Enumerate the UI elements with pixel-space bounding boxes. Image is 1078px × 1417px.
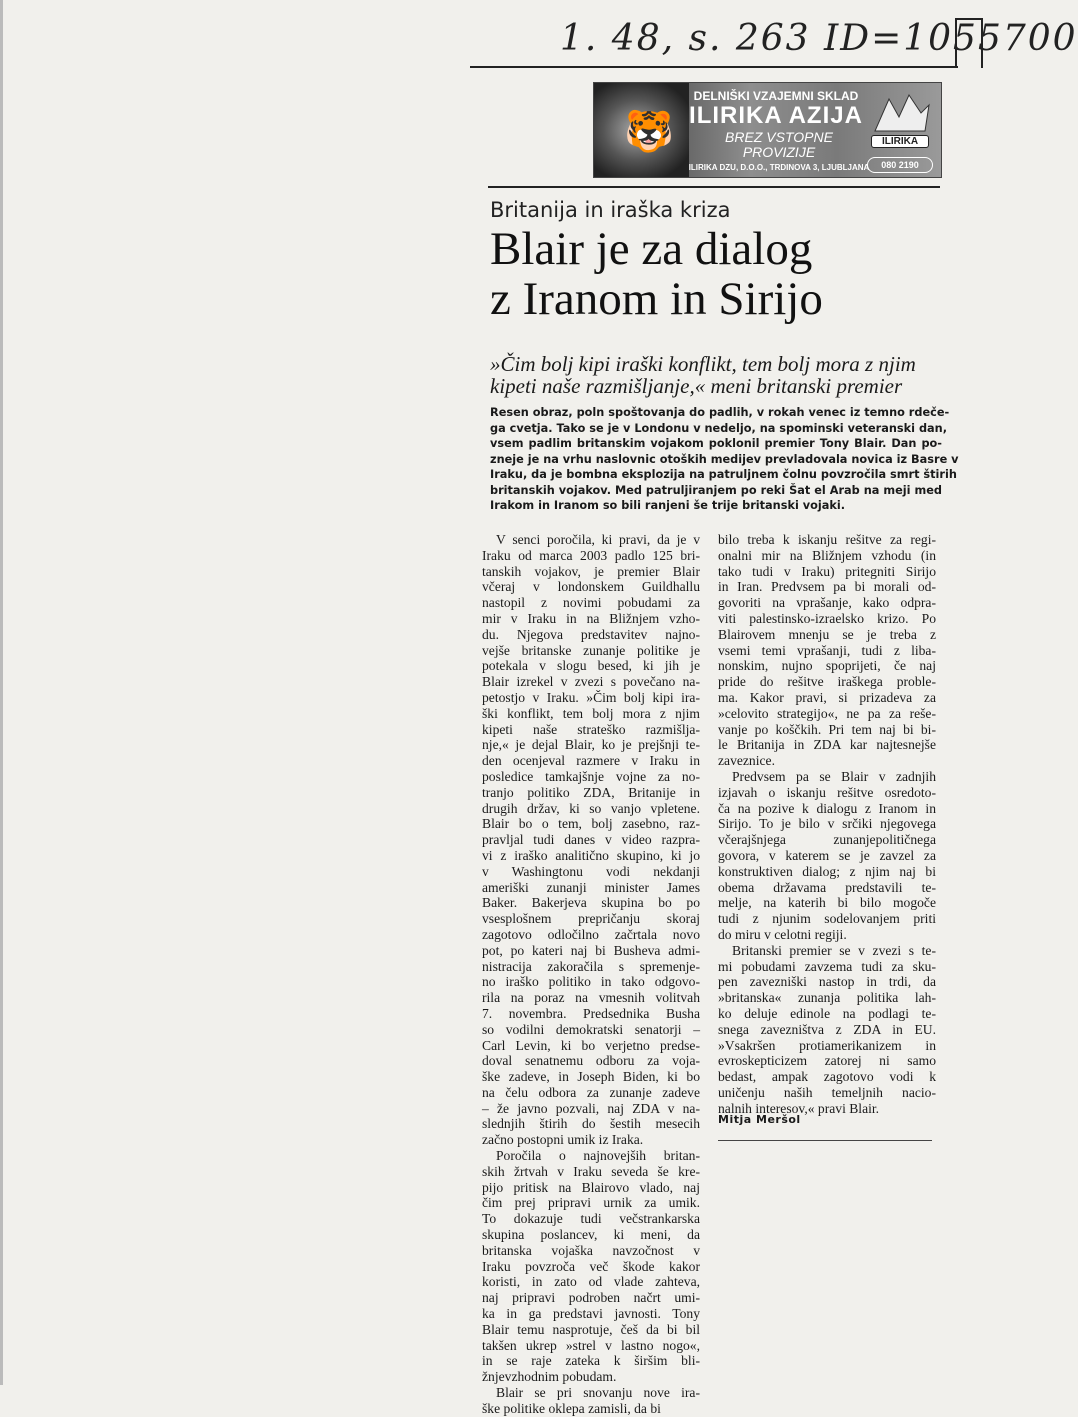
- column-line: Britanski premier se v zvezi s te-: [732, 942, 936, 958]
- column-line: v Washingtonu vodi nekdanji: [482, 863, 700, 879]
- column-line: pravljal tudi danes v video razpra-: [482, 832, 700, 848]
- column-line: Poročila o najnovejših britan-: [496, 1148, 700, 1164]
- headline-line: z Iranom in Sirijo: [490, 273, 823, 325]
- column-line: vsemi temi vprašanji, tudi z liba-: [718, 642, 936, 658]
- column-line: ma. Kakor pravi, si prizadeva za: [718, 689, 936, 705]
- ad-subtitle-line: BREZ VSTOPNE: [725, 129, 833, 145]
- column-line: nastopil z novimi pobudami za: [482, 595, 700, 611]
- article-kicker: Britanija in iraška kriza: [490, 198, 731, 222]
- column-line: doval senatnemu odboru za voja-: [482, 1053, 700, 1069]
- column-line: slednjih štirih do šestih mesecih: [482, 1116, 700, 1132]
- column-line: konstruktiven dialog; z njim naj bi: [718, 863, 936, 879]
- article-column-right: [718, 532, 936, 1116]
- column-line: potekala v slogu besed, ki jih je: [482, 658, 700, 674]
- column-line: onalni mir na Bližnjem vzhodu (in: [718, 547, 936, 563]
- column-line: Blairovem mnenju se je treba z: [718, 626, 936, 642]
- column-line: zaveznice.: [718, 753, 775, 769]
- lead-line: ga cvetja. Tako se je v Londonu v nedeljo, na spominski veteranski dan,: [490, 421, 947, 435]
- column-line: mir v Iraku in na Bližnjem vzho-: [482, 610, 700, 626]
- column-line: govora, v katerem se je zavzel za: [718, 847, 936, 863]
- column-line: govoriti na vprašanje, kako odpra-: [718, 595, 936, 611]
- column-line: ški konflikt, tem bolj mora z njim: [482, 705, 700, 721]
- lead-line: Resen obraz, poln spoštovanja do padlih, v rokah venec iz temno rdeče-: [490, 406, 950, 419]
- column-line: naj pripravi podroben načrt umi-: [482, 1290, 700, 1306]
- column-line: ameriški zunanji minister James: [482, 879, 700, 895]
- column-line: no iraško politiko in tako odgovo-: [482, 974, 700, 990]
- tiger-icon: 🐯: [624, 109, 674, 154]
- column-line: Baker. Bakerjeva skupina bo po: [482, 895, 700, 911]
- column-line: 7. novembra. Predsednika Busha: [482, 1005, 700, 1021]
- column-line: uničenju naših temeljnih nacio-: [718, 1084, 936, 1100]
- column-line: vsesplošnem prepričanju skoraj: [482, 911, 700, 927]
- column-line: ške politike oklepa zamisli, da bi: [482, 1400, 661, 1416]
- column-line: evroskepticizem zatorej ni samo: [718, 1053, 936, 1069]
- column-line: zagotovo odločilno začrtala novo: [482, 926, 700, 942]
- column-line: tanskih vojakov, je premier Blair: [482, 563, 700, 579]
- column-line: vi z iraško analitično skupino, ki jo: [482, 847, 700, 863]
- ad-subtitle: [694, 130, 864, 160]
- article-byline: Mitja Meršol: [718, 1113, 801, 1126]
- headline-line: Blair je za dialog: [490, 223, 813, 275]
- column-line: koristi, in zato od vlade zahteva,: [482, 1274, 700, 1290]
- column-line: skupina poslancev, ki meni, da: [482, 1227, 700, 1243]
- column-line: nalnih interesov,« pravi Blair.: [718, 1100, 880, 1116]
- column-line: posledice tamkajšnje vojne za no-: [482, 768, 700, 784]
- column-line: pride do rešitve iraškega proble-: [718, 674, 936, 690]
- handwritten-underline: [470, 66, 958, 68]
- column-line: Blair se pri snovanju nove ira-: [496, 1385, 700, 1401]
- corner-mark: [955, 18, 983, 68]
- lead-line: Irakom in Iranom so bili ranjeni še trije britanski vojaki.: [490, 499, 846, 512]
- lead-line: zneje je na vrhu naslovnic otoških medijev prevladovala novica iz Basre v: [490, 452, 959, 466]
- column-line: viti palestinsko-izraelsko krizo. Po: [718, 610, 936, 626]
- ad-title: ILIRIKA AZIJA: [689, 102, 863, 129]
- ad-top-text: DELNIŠKI VZAJEMNI SKLAD: [693, 89, 859, 103]
- column-line: Iraku povzroča več škode kakor: [482, 1258, 700, 1274]
- column-line: nje,« je dejal Blair, ko je prejšnji te-: [482, 737, 700, 753]
- column-line: nonskim, nujno spoprijeti, če naj: [718, 658, 936, 674]
- column-line: britanska vojaška navzočnost v: [482, 1242, 700, 1258]
- column-line: »Vsakršen protiamerikanizem in: [718, 1037, 936, 1053]
- column-line: takšen ukrep »strel v lastno nogo«,: [482, 1337, 700, 1353]
- column-line: rila na poraz na vmesnih volitvah: [482, 990, 700, 1006]
- column-line: tako tudi v Iraku) pritegniti Sirijo: [718, 563, 936, 579]
- column-line: drugih držav, ki so vanjo vpletene.: [482, 800, 700, 816]
- column-line: le Britanija in ZDA kar najtesnejše: [718, 737, 936, 753]
- column-line: vanje po koščkih. Pri tem naj bi bi-: [718, 721, 936, 737]
- column-line: pen zavezniški nastop in trdi, da: [718, 974, 936, 990]
- column-line: včerajšnjega zunanjepolitičnega: [718, 832, 936, 848]
- dek-line: kipeti naše razmišljanje,« meni britanski premier: [490, 374, 903, 398]
- column-line: – že javno pozvali, naj ZDA v na-: [482, 1100, 700, 1116]
- column-line: V senci poročila, ki pravi, da je v: [496, 532, 700, 547]
- fund-advertisement: [593, 82, 942, 178]
- column-line: mi pobudami zavzema tudi za sku-: [718, 958, 936, 974]
- column-line: snega zavezništva z ZDA in EU.: [718, 1021, 936, 1037]
- article-column-left: [482, 532, 700, 1417]
- column-line: na čelu odbora za zunanje zadeve: [482, 1084, 700, 1100]
- article-lead: [490, 405, 959, 514]
- column-line: včeraj v londonskem Guildhallu: [482, 579, 700, 595]
- column-line: kipeti naše strateško razmišlja-: [482, 721, 700, 737]
- column-line: ka in ga predstavi javnosti. Tony: [482, 1306, 700, 1322]
- article-dek: [490, 353, 940, 397]
- column-line: Blair izrekel v zvezi s povečano na-: [482, 674, 700, 690]
- column-line: ške zadeve, in Joseph Biden, ki bo: [482, 1069, 700, 1085]
- column-line: in se raje zateka k širšim bli-: [482, 1353, 700, 1369]
- ad-phone: 080 2190: [867, 157, 933, 173]
- winged-lion-logo-icon: [869, 91, 935, 137]
- article-headline: [490, 224, 930, 324]
- column-line: žnjevzhodnim pobudam.: [482, 1369, 617, 1385]
- end-rule: [718, 1140, 932, 1141]
- column-line: Carl Levin, ki bo verjetno predse-: [482, 1037, 700, 1053]
- lead-line: Iraku, da je bombna eksplozija na patruljnem čolnu povzročila smrt štirih: [490, 468, 957, 481]
- dek-line: »Čim bolj kipi iraški konflikt, tem bolj mora z njim: [490, 352, 916, 376]
- lead-line: vsem padlim britanskim vojakom poklonil premier Tony Blair. Dan po-: [490, 437, 942, 450]
- column-line: bilo treba k iskanju rešitve za regi-: [718, 532, 936, 547]
- column-line: tudi z njunim sodelovanjem priti: [718, 911, 936, 927]
- column-line: do miru v celotni regiji.: [718, 926, 847, 942]
- handwritten-reference: 1. 48, s. 263 ID=1055700: [560, 18, 1078, 59]
- column-line: Sirijo. To je bilo v srčiki njegovega: [718, 816, 936, 832]
- column-line: »britanska« zunanja politika lah-: [718, 990, 936, 1006]
- column-line: To dokazuje tudi večstrankarska: [482, 1211, 700, 1227]
- column-line: Predvsem pa se Blair v zadnjih: [732, 768, 936, 784]
- column-line: Blair temu nasprotuje, češ da bi bil: [482, 1321, 700, 1337]
- column-line: petostjo v Iraku. »Čim bolj kipi ira-: [482, 689, 700, 705]
- column-line: tranjo politiko ZDA, Britanije in: [482, 784, 700, 800]
- column-line: ča na pozive k dialogu z Iranom in: [718, 800, 936, 816]
- column-line: pot, po kateri naj bi Busheva admi-: [482, 942, 700, 958]
- ad-subtitle-line: PROVIZIJE: [742, 144, 816, 160]
- column-line: nistracija zakoračila s spremenje-: [482, 958, 700, 974]
- ad-logo-label: ILIRIKA: [871, 135, 929, 148]
- column-line: začno postopni umik iz Iraka.: [482, 1132, 644, 1148]
- column-line: den ocenjeval razmere v Iraku in: [482, 753, 700, 769]
- column-line: pijo pritisk na Blairovo vlado, naj: [482, 1179, 700, 1195]
- column-line: skih žrtvah v Iraku seveda še kre-: [482, 1163, 700, 1179]
- lead-line: britanskih vojakov. Med patruljiranjem po reki Šat el Arab na meji med: [490, 483, 942, 497]
- column-line: čim prej pripravi urnik za umik.: [482, 1195, 700, 1211]
- column-line: so vodilni demokratski senatorji –: [482, 1021, 700, 1037]
- column-line: du. Njegova predstavitev najno-: [482, 626, 700, 642]
- column-line: vejše britanske zunanje politike je: [482, 642, 700, 658]
- column-line: bedast, ampak zagotovo vodi k: [718, 1069, 936, 1085]
- column-line: Iraku od marca 2003 padlo 125 bri-: [482, 547, 700, 563]
- column-line: Blair bo o tem, bolj zasebno, raz-: [482, 816, 700, 832]
- top-rule: [488, 186, 940, 188]
- ad-footer: ILIRIKA DZU, D.O.O., TRDINOVA 3, LJUBLJANA: [688, 163, 870, 172]
- column-line: ko deluje edinole na podlagi te-: [718, 1005, 936, 1021]
- column-line: melje, na katerih bi bilo mogoče: [718, 895, 936, 911]
- scan-edge: [0, 0, 3, 1385]
- column-line: obema državama predstavili te-: [718, 879, 936, 895]
- column-line: in Iran. Predvsem pa bi morali od-: [718, 579, 936, 595]
- column-line: »celovito strategijo«, ne pa za reše-: [718, 705, 936, 721]
- column-line: izjavah o iskanju rešitve osredoto-: [718, 784, 936, 800]
